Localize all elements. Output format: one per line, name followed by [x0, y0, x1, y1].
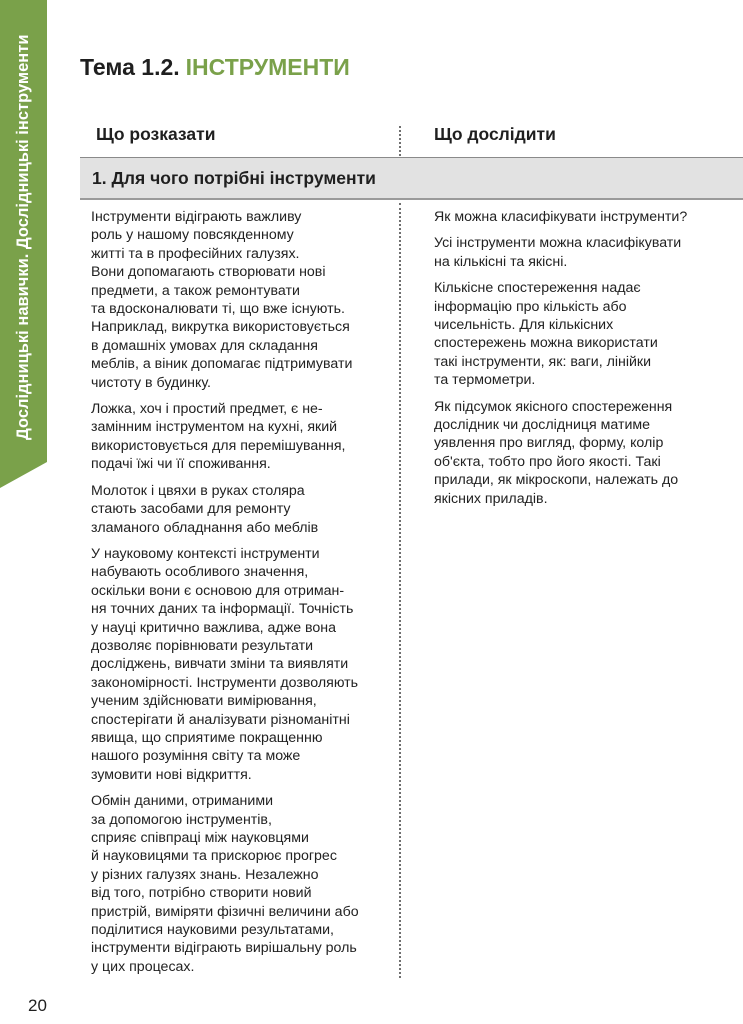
- text-line: інформацію про кількість або: [434, 298, 627, 315]
- paragraph: [91, 545, 401, 784]
- text-line: зумовити нові відкриття.: [91, 766, 252, 783]
- left-column-text: [91, 208, 401, 984]
- page-title: [80, 54, 350, 81]
- text-line: житті та в професійних галузях.: [91, 245, 300, 262]
- paragraph: [434, 279, 729, 389]
- text-line: замінним інструментом на кухні, який: [91, 419, 338, 436]
- text-line: об'єкта, тобто про його якості. Такі: [434, 453, 661, 470]
- text-line: уявлення про вигляд, форму, колір: [434, 435, 664, 452]
- paragraph: [434, 234, 729, 271]
- text-line: предмети, а також ремонтувати: [91, 282, 300, 299]
- text-line: спостережень можна використати: [434, 335, 658, 352]
- text-line: Вони допомагають створювати нові: [91, 264, 326, 281]
- text-line: Усі інструменти можна класифікувати: [434, 235, 682, 252]
- text-line: на кількісні та якісні.: [434, 253, 568, 270]
- text-line: оскільки вони є основою для отриман-: [91, 582, 345, 599]
- text-line: такі інструменти, як: ваги, лінійки: [434, 353, 652, 370]
- text-line: у цих процесах.: [91, 958, 195, 975]
- text-line: використовується для перемішування,: [91, 437, 346, 454]
- text-line: сприяє співпраці між науковцями: [91, 830, 309, 846]
- text-line: за допомогою інструментів,: [91, 811, 272, 828]
- text-line: Як можна класифікувати інструменти?: [434, 209, 688, 225]
- text-line: поділитися науковими результатами,: [91, 922, 334, 939]
- text-line: дозволяє порівнювати результати: [91, 637, 314, 654]
- topic-name: ІНСТРУМЕНТИ: [185, 54, 350, 80]
- text-line: якісних приладів.: [434, 490, 548, 507]
- text-line: в домашніх умовах для складання: [91, 337, 318, 354]
- text-line: інструменти відіграють вирішальну роль: [91, 940, 357, 957]
- text-line: У науковому контексті інструменти: [91, 545, 320, 562]
- text-line: прилади, як мікроскопи, належать до: [434, 472, 679, 489]
- text-line: пристрій, виміряти фізичні величини або: [91, 903, 359, 920]
- text-line: та термометри.: [434, 372, 536, 389]
- text-line: подачі їжі чи її споживання.: [91, 456, 271, 473]
- text-line: Кількісне спостереження надає: [434, 280, 641, 297]
- text-line: досліджень, вивчати зміни та виявляти: [91, 656, 349, 673]
- paragraph: [91, 400, 401, 474]
- section-title: 1. Для чого потрібні інструменти: [92, 168, 376, 188]
- text-line: ня точних даних та інформації. Точність: [91, 601, 354, 618]
- text-line: Наприклад, викрутка використовується: [91, 319, 350, 336]
- text-line: у різних галузях знань. Незалежно: [91, 866, 319, 883]
- paragraph: [434, 398, 729, 508]
- right-column-text: [434, 208, 729, 516]
- text-line: Молоток і цвяхи в руках столяра: [91, 482, 305, 499]
- page-number: 20: [28, 996, 47, 1015]
- right-column-header: Що дослідити: [434, 124, 556, 144]
- text-line: чисельність. Для кількісних: [434, 317, 614, 334]
- text-line: й науковицями та прискорює прогрес: [91, 848, 337, 865]
- paragraph: [91, 482, 401, 537]
- text-line: чистоту в будинку.: [91, 374, 211, 391]
- column-divider-top: [399, 126, 401, 156]
- text-line: ученим здійснювати вимірювання,: [91, 693, 317, 710]
- text-line: роль у нашому повсякденному: [91, 227, 294, 244]
- text-line: Ложка, хоч і простий предмет, є не-: [91, 401, 323, 418]
- text-line: Як підсумок якісного спостереження: [434, 398, 673, 415]
- text-line: у науці критично важлива, адже вона: [91, 619, 337, 636]
- text-line: дослідник чи дослідниця матиме: [434, 417, 651, 434]
- topic-prefix: Тема 1.2.: [80, 54, 180, 80]
- paragraph: [91, 792, 401, 976]
- text-line: стають засобами для ремонту: [91, 501, 291, 518]
- text-line: від того, потрібно створити новий: [91, 885, 312, 902]
- text-line: закономірності. Інструменти дозволяють: [91, 674, 359, 691]
- side-tab-label: Дослідницькі навички. Дослідницькі інструменти: [14, 34, 32, 440]
- paragraph: [434, 208, 729, 226]
- text-line: Обмін даними, отриманими: [91, 793, 273, 810]
- text-line: нашого розуміння світу та може: [91, 748, 301, 765]
- left-column-header: Що розказати: [96, 124, 216, 144]
- text-line: зламаного обладнання або меблів: [91, 519, 319, 536]
- text-line: меблів, а віник допомагає підтримувати: [91, 356, 353, 373]
- text-line: набувають особливого значення,: [91, 564, 309, 581]
- text-line: спостерігати й аналізувати різноманітні: [91, 711, 350, 728]
- paragraph: [91, 208, 401, 392]
- text-line: Інструменти відіграють важливу: [91, 209, 302, 225]
- text-line: та вдосконалювати ті, що вже існують.: [91, 301, 345, 318]
- text-line: явища, що сприятиме покращенню: [91, 729, 323, 746]
